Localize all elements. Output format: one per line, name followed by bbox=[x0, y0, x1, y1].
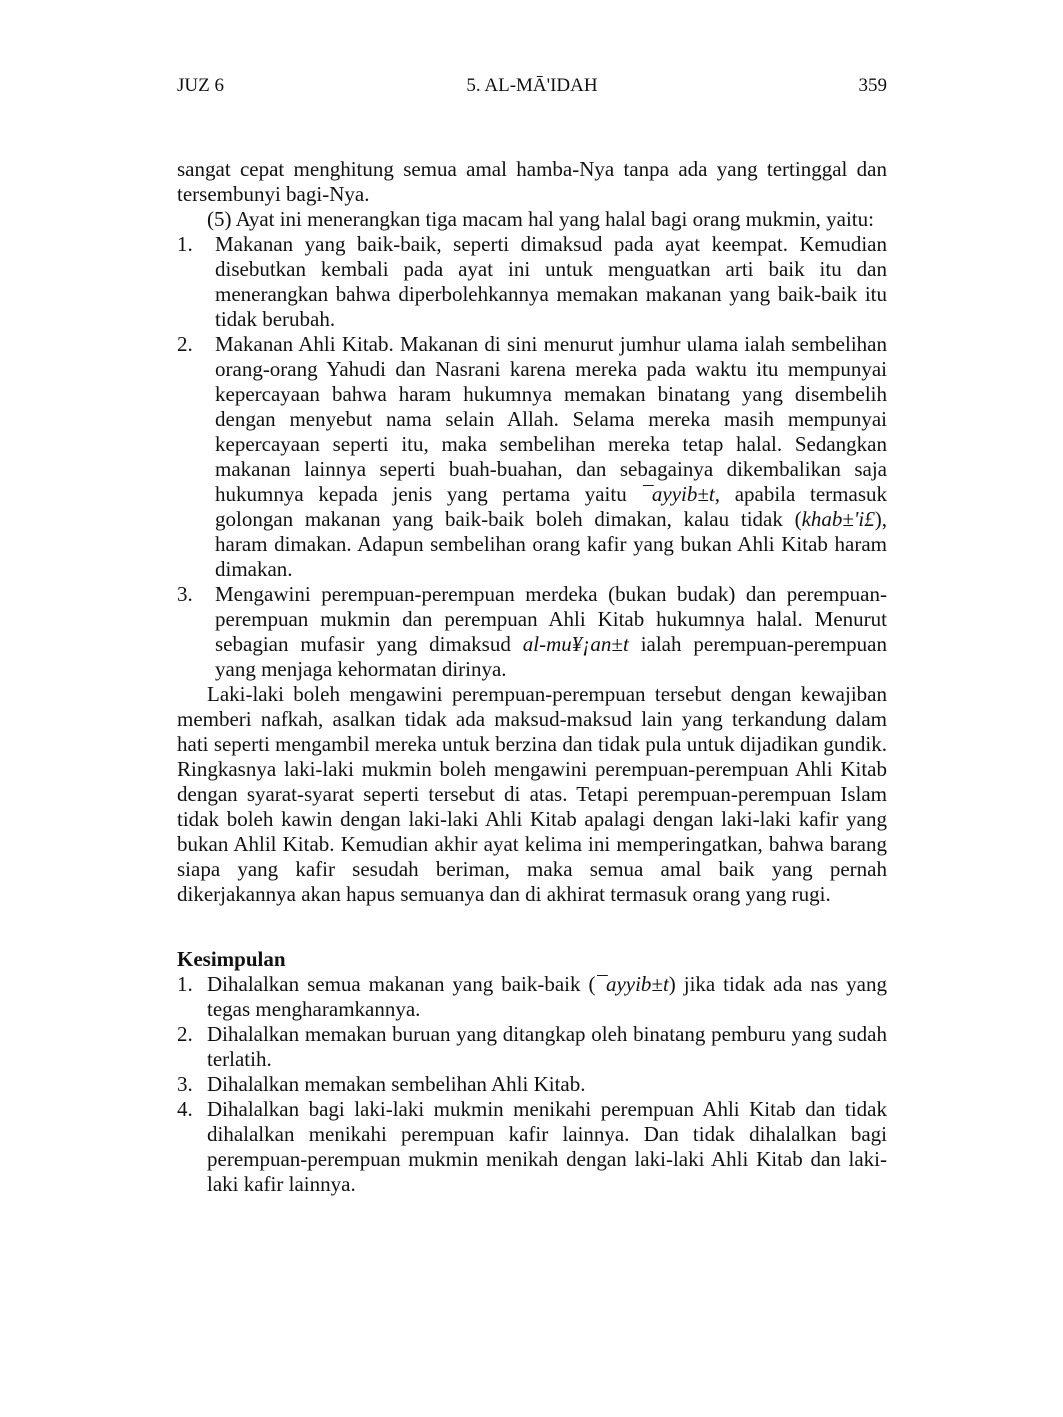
list-number: 4. bbox=[177, 1097, 193, 1121]
list-number: 2. bbox=[177, 1022, 193, 1046]
list-item-text: Dihalalkan bagi laki-laki mukmin menikahi perempuan Ahli Kitab dan tidak dihalalkan menikahi perempuan kafir lainnya. Dan tidak dihalalkan bagi perempuan-perempuan mukmin menikah dengan laki-laki Ahli Kitab dan laki-laki kafir lainnya. bbox=[207, 1097, 887, 1196]
list-number: 1. bbox=[177, 232, 193, 256]
list-item bbox=[177, 232, 887, 332]
list-item bbox=[177, 1022, 887, 1072]
list-number: 2. bbox=[177, 332, 193, 356]
section-gap bbox=[177, 907, 887, 947]
kesimpulan-list bbox=[177, 972, 887, 1197]
list-number: 3. bbox=[177, 582, 193, 606]
list-item bbox=[177, 1097, 887, 1197]
list-item-text: Makanan yang baik-baik, seperti dimaksud pada ayat keempat. Kemudian disebutkan kembali pada ayat ini untuk menguatkan arti baik itu dan menerangkan bahwa diperbolehkannya memakan makanan yang baik-baik itu tidak berubah. bbox=[215, 232, 887, 331]
list-item-text: ialah perempuan-perempuan yang menjaga kehormatan dirinya. bbox=[215, 632, 887, 681]
list-item bbox=[177, 1072, 887, 1097]
halal-list bbox=[177, 232, 887, 682]
explanation-paragraph: Laki-laki boleh mengawini perempuan-perempuan tersebut dengan kewajiban memberi nafkah, asalkan tidak ada maksud-maksud lain yang terkandung dalam hati seperti mengambil mereka untuk berzina dan tidak pula untuk dijadikan gundik. Ringkasnya laki-laki mukmin boleh mengawini perempuan-perempuan Ahli Kitab dengan syarat-syarat seperti tersebut di atas. Tetapi perempuan-perempuan Islam tidak boleh kawin dengan laki-laki Ahli Kitab apalagi dengan laki-laki kafir yang bukan Ahlil Kitab. Kemudian akhir ayat kelima ini memperingatkan, bahwa barang siapa yang kafir sesudah beriman, maka semua amal baik yang pernah dikerjakannya akan hapus semuanya dan di akhirat termasuk orang yang rugi. bbox=[177, 682, 887, 906]
list-item-text: Mengawini perempuan-perempuan merdeka (bukan budak) dan perempuan-perempuan mukmin dan perempuan Ahli Kitab hukumnya halal. Menurut sebagian mufasir yang dimaksud bbox=[215, 582, 887, 656]
running-header bbox=[177, 72, 887, 100]
juz-label: JUZ 6 bbox=[177, 75, 224, 96]
list-item-text: Dihalalkan memakan sembelihan Ahli Kitab. bbox=[207, 1072, 586, 1096]
list-number: 3. bbox=[177, 1072, 193, 1096]
page-body bbox=[177, 157, 887, 1197]
arabic-term: khab±'i£ bbox=[801, 507, 875, 531]
list-item-text: Makanan Ahli Kitab. Makanan di sini menurut jumhur ulama ialah sembelihan orang-orang Yahudi dan Nasrani karena mereka pada waktu itu mempunyai kepercayaan bahwa haram hukumnya memakan binatang yang disembelih dengan menyebut nama selain Allah. Selama mereka masih mempunyai kepercayaan seperti itu, maka sembelihan mereka tetap halal. Sedangkan makanan lainnya seperti buah-buahan, dan sebagainya dikembalikan saja hukumnya kepada jenis yang pertama yaitu bbox=[215, 332, 887, 506]
arabic-term: ¯ayyib±t bbox=[595, 972, 669, 996]
surah-title: 5. AL-MĀ'IDAH bbox=[466, 75, 598, 96]
section-heading: Kesimpulan bbox=[177, 947, 286, 971]
list-item bbox=[177, 582, 887, 682]
arabic-term: al-mu¥¡an±t bbox=[522, 632, 629, 656]
arabic-term: ¯ayyib±t bbox=[641, 482, 715, 506]
list-item-text: ), haram dimakan. Adapun sembelihan orang kafir yang bukan Ahli Kitab haram dimakan. bbox=[215, 507, 887, 581]
list-item bbox=[177, 972, 887, 1022]
list-number: 1. bbox=[177, 972, 193, 996]
list-item-text: Dihalalkan semua makanan yang baik-baik ( bbox=[207, 972, 596, 996]
page-number: 359 bbox=[858, 75, 887, 96]
list-item-text: , apabila termasuk golongan makanan yang baik-baik boleh dimakan, kalau tidak ( bbox=[215, 482, 888, 531]
list-item-text: Dihalalkan memakan buruan yang ditangkap oleh binatang pemburu yang sudah terlatih. bbox=[207, 1022, 887, 1071]
continuation-paragraph: sangat cepat menghitung semua amal hamba-Nya tanpa ada yang tertinggal dan tersembunyi bagi-Nya. bbox=[177, 157, 887, 206]
list-item bbox=[177, 332, 887, 582]
intro-paragraph: (5) Ayat ini menerangkan tiga macam hal yang halal bagi orang mukmin, yaitu: bbox=[207, 207, 874, 231]
list-item-text: ) jika tidak ada nas yang tegas mengharamkannya. bbox=[207, 972, 887, 1021]
